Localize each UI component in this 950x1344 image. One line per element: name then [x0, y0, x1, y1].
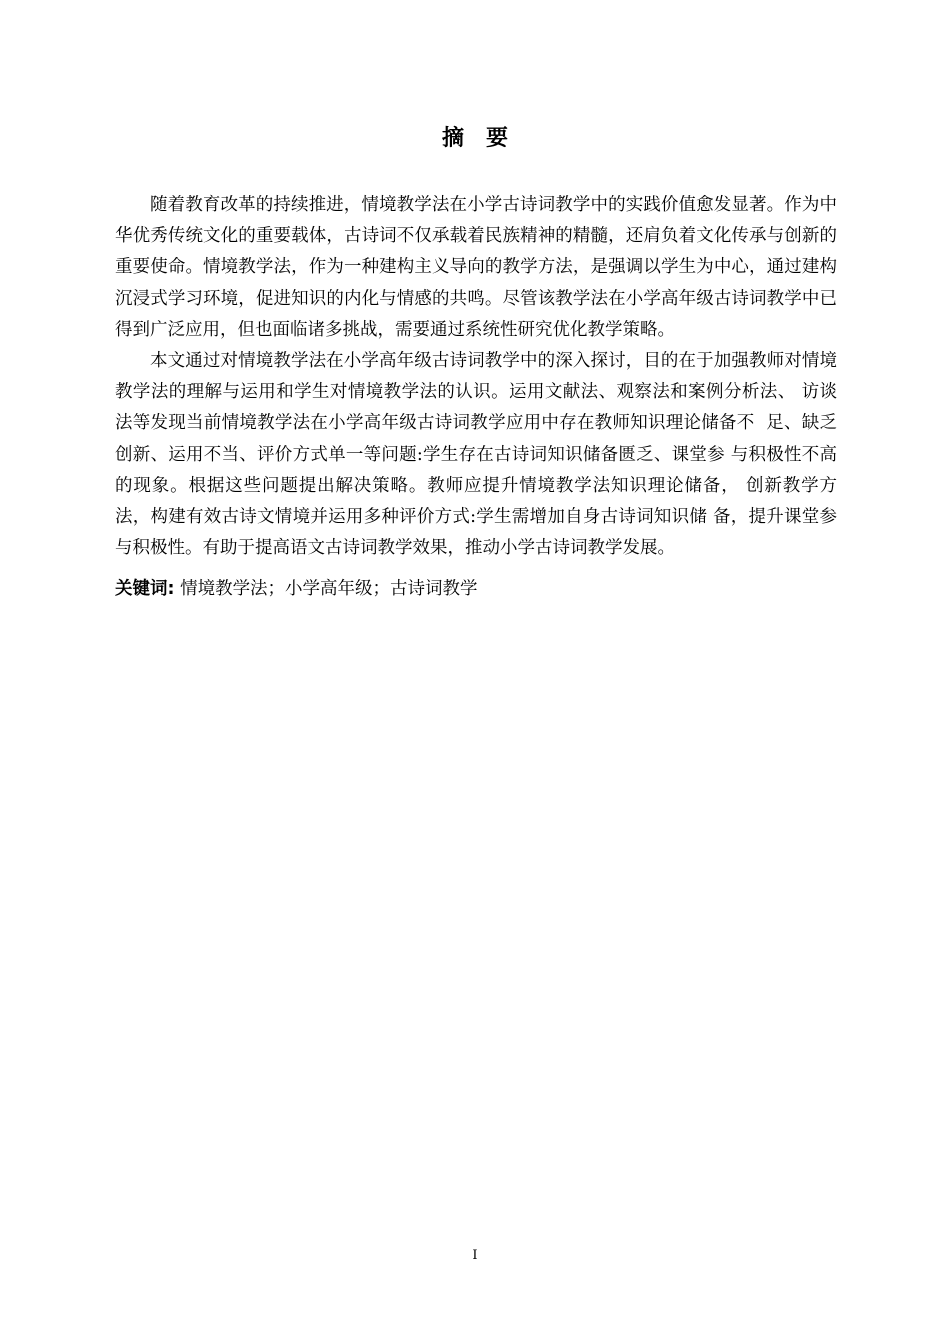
abstract-paragraph-2: 本文通过对情境教学法在小学高年级古诗词教学中的深入探讨，目的在于加强教师对情境教学法的理解与运用和学生对情境教学法的认识。运用文献法、观察法和案例分析法、 访谈法等发现当前情境教学法在小学高年级古诗词教学应用中存在教师知识理论储备不 足、缺乏创新、运用不当、评价方式单一等问题:学生存在古诗词知识储备匮乏、课堂参 与积极性不高的现象。根据这些问题提出解决策略。教师应提升情境教学法知识理论储备， 创新教学方法，构建有效古诗文情境并运用多种评价方式:学生需增加自身古诗词知识储 备，提升课堂参与积极性。有助于提高语文古诗词教学效果，推动小学古诗词教学发展。 — [115, 351, 837, 559]
page-number: I — [472, 1248, 478, 1263]
abstract-body — [115, 190, 837, 605]
abstract-paragraph-1: 随着教育改革的持续推进，情境教学法在小学古诗词教学中的实践价值愈发显著。作为中华优秀传统文化的重要载体，古诗词不仅承载着民族精神的精髓，还肩负着文化传承与创新的重要使命。情境教学法，作为一种建构主义导向的教学方法，是强调以学生为中心，通过建构沉浸式学习环境，促进知识的内化与情感的共鸣。尽管该教学法在小学高年级古诗词教学中已得到广泛应用，但也面临诸多挑战，需要通过系统性研究优化教学策略。 — [115, 195, 837, 340]
keywords-text: 情境教学法；小学高年级；古诗词教学 — [174, 579, 478, 600]
keywords-label: 关键词: — [115, 579, 175, 600]
abstract-title: 摘要 — [441, 126, 530, 151]
keywords-line — [115, 574, 837, 605]
